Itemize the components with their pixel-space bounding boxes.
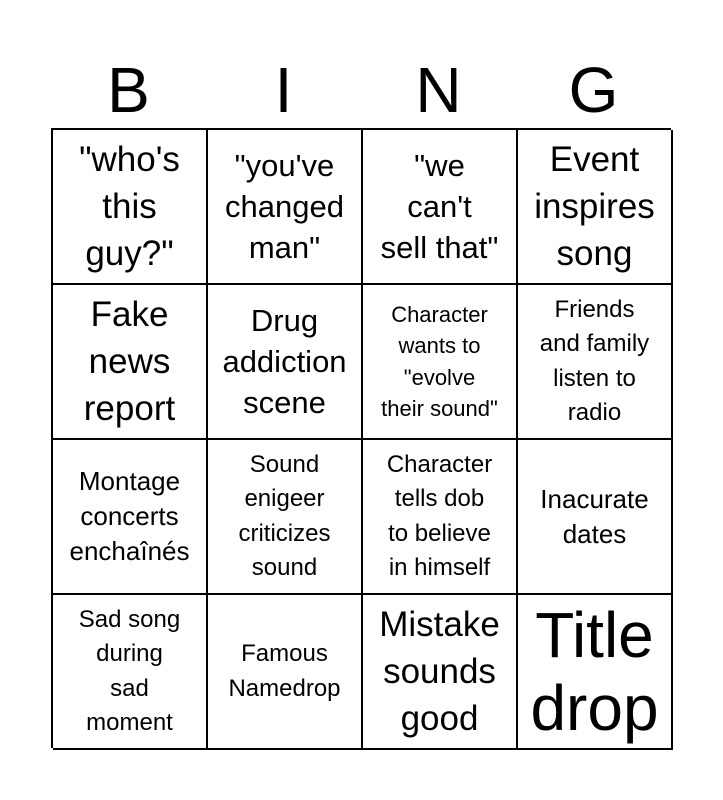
bingo-cell-r1c3[interactable] [363,130,518,285]
cell-text: Famous Namedrop [228,640,341,702]
cell-text: Sad song during sad moment [78,606,181,736]
bingo-cell-r1c2[interactable] [208,130,363,285]
cell-text: Friends and family listen to radio [539,296,650,426]
cell-text: Mistake sounds good [379,604,500,739]
cell-text: Title drop [530,598,659,744]
bingo-cell-r1c4[interactable] [518,130,673,285]
cell-text: Character tells dob to believe in himself [386,451,493,581]
bingo-cell-r2c1[interactable] [53,285,208,440]
bingo-cell-r3c4[interactable] [518,440,673,595]
bingo-cell-r3c3[interactable] [363,440,518,595]
cell-text: "you've changed man" [225,147,344,266]
cell-text: Sound enigeer criticizes sound [238,451,331,581]
cell-text: Drug addiction scene [222,302,347,421]
bingo-cell-r2c2[interactable] [208,285,363,440]
bingo-board [51,128,671,748]
cell-text: Event inspires song [534,139,655,274]
bingo-cell-r1c1[interactable] [53,130,208,285]
cell-text: Montage concerts enchaînés [69,466,190,566]
bingo-header [51,52,671,128]
header-letter-i: I [274,54,293,126]
cell-text: Inacurate dates [540,483,649,549]
bingo-cell-r4c3[interactable] [363,595,518,750]
bingo-cell-r3c1[interactable] [53,440,208,595]
cell-text: Fake news report [83,294,176,429]
header-letter-b: B [107,54,150,126]
header-letter-n: N [415,54,462,126]
bingo-cell-r3c2[interactable] [208,440,363,595]
bingo-cell-r4c1[interactable] [53,595,208,750]
header-letter-g: G [568,54,619,126]
bingo-cell-r4c2[interactable] [208,595,363,750]
bingo-cell-r2c3[interactable] [363,285,518,440]
bingo-cell-r4c4[interactable] [518,595,673,750]
cell-text: Character wants to "evolve their sound" [381,302,498,421]
cell-text: "we can't sell that" [380,147,499,266]
cell-text: "who's this guy?" [79,139,180,274]
bingo-cell-r2c4[interactable] [518,285,673,440]
